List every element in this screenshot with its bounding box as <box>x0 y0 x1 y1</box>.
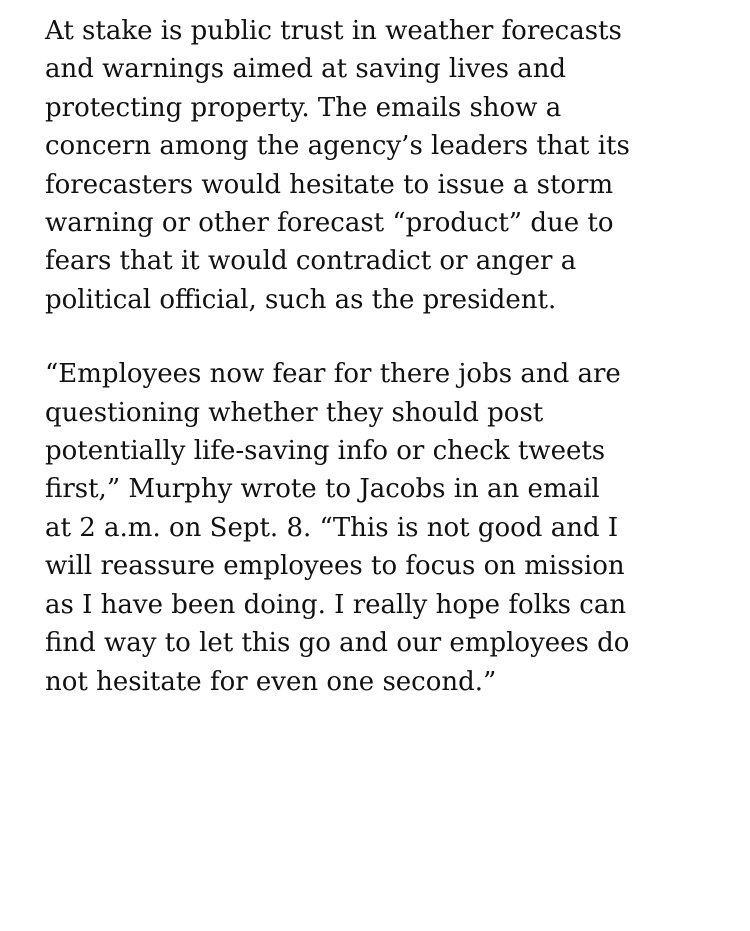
text-line: find way to let this go and our employees do <box>45 628 630 659</box>
text-line: at 2 a.m. on Sept. 8. “This is not good and I <box>45 512 619 543</box>
text-line: not hesitate for even one second.” <box>45 666 497 697</box>
text-line: protecting property. The emails show a <box>45 92 562 123</box>
text-line: At stake is public trust in weather forecasts <box>45 16 622 46</box>
text-line: first,” Murphy wrote to Jacobs in an email <box>45 474 600 505</box>
text-line: forecasters would hesitate to issue a storm <box>45 169 614 200</box>
text-line: concern among the agency’s leaders that its <box>45 131 630 162</box>
text-line: will reassure employees to focus on mission <box>45 551 625 582</box>
text-line: questioning whether they should post <box>45 397 544 428</box>
paragraph-2 <box>45 355 750 701</box>
text-line: and warnings aimed at saving lives and <box>45 54 567 85</box>
paragraph-1 <box>45 12 750 319</box>
text-line: “Employees now fear for there jobs and are <box>45 359 621 390</box>
text-line: potentially life-saving info or check tweets <box>45 436 606 467</box>
text-line: political official, such as the president. <box>45 284 557 315</box>
text-line: as I have been doing. I really hope folks can <box>45 589 627 620</box>
text-line: fears that it would contradict or anger a <box>45 246 577 277</box>
text-line: warning or other forecast “product” due to <box>45 208 614 239</box>
